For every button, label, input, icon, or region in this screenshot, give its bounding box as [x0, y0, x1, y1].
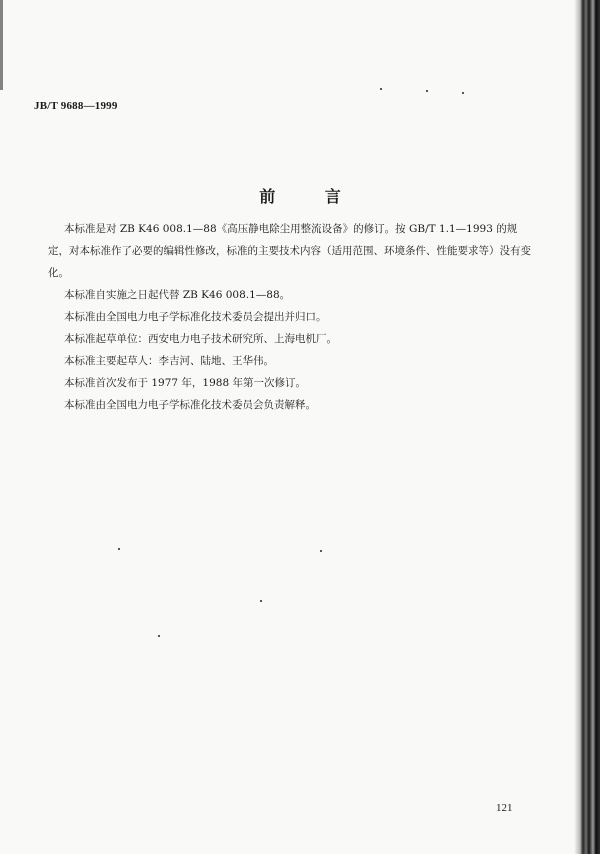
page-title: 前 言: [259, 187, 363, 206]
paragraph-replaces: 本标准自实施之日起代替 ZB K46 008.1—88。: [64, 289, 291, 301]
scan-speck: [118, 548, 120, 550]
scan-speck: [158, 635, 160, 637]
scan-speck: [426, 90, 428, 92]
scan-speck: [462, 92, 464, 94]
standard-number: JB/T 9688—1999: [34, 100, 118, 112]
paragraph-history: 本标准首次发布于 1977 年，1988 年第一次修订。: [64, 377, 306, 389]
paragraph-drafting-units: 本标准起草单位：西安电力电子技术研究所、上海电机厂。: [64, 333, 337, 345]
paragraph-proposer: 本标准由全国电力电子学标准化技术委员会提出并归口。: [64, 311, 327, 323]
scan-speck: [380, 88, 382, 90]
scan-speck: [260, 600, 262, 602]
foreword-body: [48, 218, 538, 416]
scan-speck: [320, 550, 322, 552]
page-number: 121: [496, 802, 513, 814]
paragraph-interpretation: 本标准由全国电力电子学标准化技术委员会负责解释。: [64, 399, 316, 411]
paragraph-drafters: 本标准主要起草人：李吉河、陆地、王华伟。: [64, 355, 274, 367]
scan-edge-left: [0, 0, 3, 90]
scan-binding-edge: [574, 0, 600, 854]
paragraph-revision: 本标准是对 ZB K46 008.1—88《高压静电除尘用整流设备》的修订。按 GB/T 1.1—1993 的规定，对本标准作了必要的编辑性修改，标准的主要技术内容（适用范围、环境条件、性能要求等）没有变化。: [48, 223, 531, 279]
